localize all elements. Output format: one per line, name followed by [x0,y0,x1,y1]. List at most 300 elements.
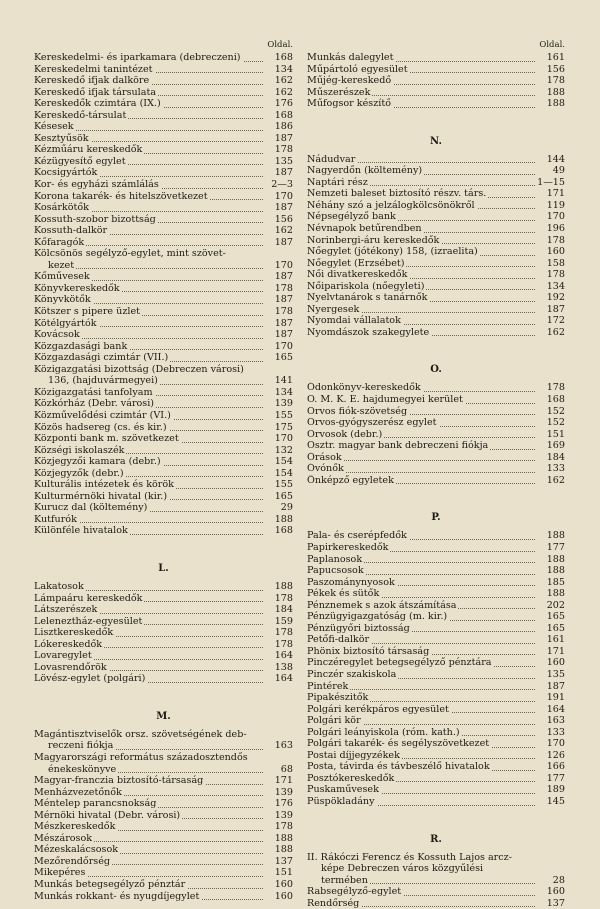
index-entry [34,752,293,775]
page-number: 164 [546,703,565,715]
left-index-column [34,38,293,902]
entry-title: Nyelvtanárok s tanárnők [307,292,428,304]
index-entry [34,433,293,445]
page-number: 187 [274,294,293,306]
section-gap [307,486,565,506]
index-entry [34,306,293,318]
entry-title: Posztókereskedők [307,772,395,784]
page-number: 187 [546,303,565,315]
entry-title: Nyomdászok szakegylete [307,326,430,338]
page-number: 188 [546,530,565,542]
entry-title: Polgári takarék- és segélyszövetkezet [307,738,490,750]
index-entry [307,738,565,750]
entry-title: O. M. K. E. hajdumegyei kerület [307,394,463,406]
page-number: 178 [546,75,565,87]
index-entry [307,565,565,577]
page-number: 188 [274,580,293,592]
entry-title: Műszerészek [307,86,371,98]
page-number: 137 [546,897,565,909]
page-number: 168 [274,525,293,537]
page-number: 160 [274,890,293,902]
entry-title: Kulturális intézetek és körök [34,479,174,491]
entry-title: Munkás rokkant- és nyugdíjegylet [34,890,200,902]
page-number: 135 [546,668,565,680]
entry-title: Kutfurók [34,513,77,525]
index-entry [34,479,293,491]
page-number: 154 [274,456,293,468]
section-gap [307,110,565,130]
page-number: 119 [546,199,565,211]
index-entry [307,715,565,727]
entry-title: Kossuth-szobor bizottság [34,213,156,225]
page-number: 168 [546,394,565,406]
entry-title: Önképző egyletek [307,474,394,486]
entry-title: Kereskedelmi- és iparkamara (debreczeni) [34,52,241,63]
section-letter-heading: R. [430,833,442,845]
entry-title: Késesek [34,121,74,133]
index-entry [307,452,565,464]
page-number: 178 [546,269,565,281]
entry-title: Óvónők [307,463,344,475]
index-entry [307,852,565,887]
entry-title: Lámpaáru kereskedők [34,592,143,604]
index-entry [34,237,293,249]
index-entry [34,525,293,537]
entry-title: Paszománynyosok [307,576,395,588]
entry-title: Névnapok betűrendben [307,223,422,235]
page-number: 187 [274,329,293,341]
entry-title: Községi iskolaszék [34,444,125,456]
entry-title-line: reczeni fiókja [34,740,115,751]
index-entry [307,258,565,270]
page-number: 160 [546,886,565,898]
entry-title: Orvosok (debr.) [307,428,383,440]
entry-title: Osztr. magyar bank debreczeni fiókja [307,440,489,452]
entry-title: Orvos fiók-szövetség [307,405,408,417]
entry-title-line: Kölcsönös segélyző-egylet, mint szövet- [34,248,226,260]
entry-title: Kereskedelmi tanintézet [34,63,153,75]
entry-title: Közgazdasági czimtár (VII.) [34,352,169,364]
index-entry [34,627,293,639]
index-entry [307,223,565,235]
entry-title: Pénzügyigazgatóság (m. kir.) [307,611,448,623]
index-entry [34,491,293,503]
index-entry [34,650,293,662]
page-number: 172 [546,315,565,327]
index-entry [34,214,293,226]
page-number: 171 [546,645,565,657]
entry-title: Pénznemek s azok átszámítása [307,599,457,611]
page-number: 186 [274,121,293,133]
page-number: 164 [274,650,293,662]
page-number: 49 [552,165,565,177]
page-number: 170 [274,190,293,202]
page-number: 177 [546,772,565,784]
page-number: 28 [552,874,565,886]
entry-title: Mészkereskedők [34,821,116,833]
index-entry [307,440,565,452]
page-number: 162 [546,326,565,338]
page-number: 2—3 [271,179,293,191]
entry-title-line: Magyarországi református századosztendős [34,751,248,763]
page-number: 170 [274,340,293,352]
index-entry [307,154,565,166]
index-entry [307,554,565,566]
page-number: 165 [546,611,565,623]
page-number: 1—15 [537,176,565,188]
section-letter-heading: N. [430,135,442,147]
page-number: 191 [546,692,565,704]
page-number: 151 [546,428,565,440]
page-number: 188 [546,98,565,110]
index-entry [34,329,293,341]
page-number: 178 [274,282,293,294]
entry-title: Mészárosok [34,832,93,844]
page-column-label-right: Oldal. [539,40,565,50]
section-letter-heading: P. [431,512,441,524]
page-number: 137 [274,855,293,867]
index-entry [34,662,293,674]
entry-title: Norinbergi-áru kereskedők [307,234,440,246]
index-entry [34,879,293,891]
page-number: 68 [280,763,293,775]
entry-title-line: Közigazgatási bizottság (Debreczen városi) [34,363,244,375]
entry-title: Puskaművesek [307,784,379,796]
index-entry [34,891,293,903]
page-number: 188 [546,588,565,600]
index-entry [307,796,565,808]
index-entry [307,235,565,247]
index-entry [307,304,565,316]
index-entry [34,856,293,868]
page-number: 171 [274,775,293,787]
entry-title: Műfogsor készítő [307,98,391,110]
section-gap [307,808,565,828]
index-entry [34,616,293,628]
entry-title: Ódonkönyv-kereskedők [307,382,421,394]
page-number: 158 [546,257,565,269]
entry-title: Rabsegélyző-egylet [307,886,402,898]
index-entry [307,886,565,898]
index-entry [307,542,565,554]
entry-title: Posta, távirda és távbeszélő hivatalok [307,761,490,773]
page-number: 176 [274,798,293,810]
entry-title: Lisztkereskedők [34,627,114,639]
index-entry [307,382,565,394]
entry-title: Lókereskedők [34,638,103,650]
page-number: 188 [274,832,293,844]
page-number: 134 [546,280,565,292]
entry-title: Közjegyzők (debr.) [34,467,124,479]
index-entry [34,639,293,651]
entry-title: Mézeskalácsosok [34,844,119,856]
index-entry [34,821,293,833]
index-entry [307,704,565,716]
entry-title: Kocsigyártók [34,167,98,179]
entry-title: Pinczéregylet betegsegélyző pénztára [307,657,492,669]
index-entry [34,810,293,822]
section-letter-heading: L. [158,562,169,574]
page-number: 156 [546,63,565,75]
page-number: 178 [546,382,565,394]
index-entry [34,133,293,145]
page-number: 178 [274,627,293,639]
entry-title: Kőfaragók [34,236,85,248]
index-entry [34,167,293,179]
page-number: 141 [274,375,293,387]
entry-title: Pénzügyőri biztosság [307,622,410,634]
page-number: 139 [274,398,293,410]
entry-title: Lövész-egylet (polgári) [34,673,146,685]
index-entry [307,692,565,704]
page-number: 171 [546,188,565,200]
entry-title: Kosárkötők [34,202,89,214]
page-number: 175 [274,421,293,433]
entry-title: Petőfi-dalkör [307,634,370,646]
page-column-label-left: Oldal. [267,40,293,50]
entry-title: Lakatosok [34,580,84,592]
page-number: 161 [546,52,565,63]
index-entry [34,456,293,468]
page-number: 162 [546,474,565,486]
page-number: 159 [274,615,293,627]
index-entry [307,75,565,87]
entry-title: Munkás dalegylet [307,52,394,63]
index-entry [34,110,293,122]
index-entry [307,600,565,612]
entry-title: Műjég-kereskedő [307,75,392,87]
index-entry [34,294,293,306]
page-number: 189 [546,784,565,796]
entry-title: Korona takarék- és hitelszövetkezet [34,190,208,202]
index-entry [307,52,565,64]
page-number: 166 [546,761,565,773]
entry-title: Órások [307,451,342,463]
entry-title: Műpártoló egyesület [307,63,408,75]
page-number: 178 [274,306,293,318]
entry-title: Női divatkereskedők [307,269,408,281]
section-letter-heading: M. [156,710,171,722]
entry-title: Látszerészek [34,604,98,616]
entry-title: Pipakészitők [307,692,369,704]
index-entry [307,761,565,773]
index-entry [307,417,565,429]
index-entry [34,98,293,110]
entry-title: Polgári kör [307,715,361,727]
index-entry [307,165,565,177]
entry-title: Közművelődési czimtár (VI.) [34,409,171,421]
page-number: 152 [546,405,565,417]
page-number: 165 [274,490,293,502]
entry-title: Nemzeti baleset biztosító részv. társ. [307,188,487,200]
index-entry [307,588,565,600]
index-entry [34,604,293,616]
index-entry [34,410,293,422]
page-number: 165 [274,352,293,364]
page-number: 170 [274,259,293,271]
index-entry [34,179,293,191]
index-entry [34,283,293,295]
entry-title: Lovaregylet [34,650,92,662]
page-number: 155 [274,409,293,421]
entry-title: Központi bank m. szövetkezet [34,433,179,445]
section-gap [307,338,565,358]
page-number: 187 [274,317,293,329]
page-number: 188 [274,513,293,525]
page-number: 188 [546,565,565,577]
entry-title-line: termében [307,875,370,886]
right-index-column [307,38,565,909]
right-index-list [307,52,565,909]
page-number: 156 [274,213,293,225]
page-number: 164 [274,673,293,685]
index-entry [34,775,293,787]
index-entry [34,341,293,353]
page-number: 185 [546,576,565,588]
page-number: 152 [546,417,565,429]
entry-title: Kesztyűsök [34,132,89,144]
page-number: 187 [274,236,293,248]
index-entry [34,156,293,168]
page-number: 135 [274,155,293,167]
section-gap [34,685,293,705]
entry-title: Paplanosok [307,553,363,565]
page-number: 139 [274,786,293,798]
entry-title: Különféle hivatalok [34,525,128,537]
page-number: 144 [546,153,565,165]
page-number: 170 [546,738,565,750]
index-entry [34,144,293,156]
entry-title-line: képe Debreczen város közgyűlési [321,863,484,875]
entry-title: Kőművesek [34,271,90,283]
page-number: 132 [274,444,293,456]
index-entry [34,729,293,752]
page-number: 187 [274,271,293,283]
entry-title: Nyergesek [307,303,360,315]
index-entry [307,87,565,99]
entry-title: Mérnöki hivatal (Debr. városi) [34,809,181,821]
entry-title: Magyar-franczia biztosító-társaság [34,775,204,787]
index-entry [307,98,565,110]
page-number: 139 [274,809,293,821]
section-letter-heading: O. [430,364,442,376]
entry-title: Kereskedő ifjak dalköre [34,75,150,87]
index-entry [34,422,293,434]
entry-title: Közkórház (Debr. városi) [34,398,155,410]
entry-title: Kereskedők czimtára (IX.) [34,98,161,110]
index-entry [307,657,565,669]
index-entry [34,87,293,99]
entry-title: Mezőrendőrség [34,855,111,867]
entry-title: Munkás betegsegélyző pénztár [34,879,186,890]
index-entry [34,867,293,879]
entry-title: Rendőrség [307,897,360,909]
page-number: 133 [546,463,565,475]
page-number: 134 [274,63,293,75]
page-number: 178 [274,638,293,650]
page-number: 161 [546,634,565,646]
index-entry [34,64,293,76]
entry-title: Nőegylet (Erzsébet) [307,257,405,269]
entry-title: Nőegylet (jótékony) 158, (izraelita) [307,246,478,258]
page-number: 154 [274,467,293,479]
index-entry [34,673,293,685]
page-number: 160 [546,246,565,258]
index-entry [307,634,565,646]
index-entry [307,611,565,623]
page-number: 192 [546,292,565,304]
index-entry [307,463,565,475]
index-entry [34,502,293,514]
index-entry [307,784,565,796]
page-number: 160 [274,879,293,890]
entry-title: Pala- és cserépfedők [307,530,407,542]
page-number: 187 [274,167,293,179]
section-gap [34,537,293,557]
entry-title: Naptári rész [307,176,368,188]
entry-title: Kurucz dal (költemény) [34,502,148,514]
index-entry [307,281,565,293]
index-entry [307,327,565,339]
page-number: 168 [274,109,293,121]
entry-title: Pintérek [307,680,349,692]
index-entry [34,593,293,605]
page-number: 202 [546,599,565,611]
index-entry [34,225,293,237]
index-entry [34,398,293,410]
entry-title: Lovasrendőrök [34,661,107,673]
entry-title-line: kezet [34,260,76,271]
index-entry [307,429,565,441]
entry-title: Mikepéres [34,867,86,879]
index-entry [34,833,293,845]
page-number: 178 [546,234,565,246]
index-entry [307,394,565,406]
entry-title: Könyvkötők [34,294,91,306]
index-entry [307,750,565,762]
index-entry [307,646,565,658]
entry-title: Leleneztház-egyesület [34,615,143,627]
index-entry [34,121,293,133]
entry-title: Pinczér szakiskola [307,668,397,680]
page-number: 196 [546,223,565,235]
index-entry [307,246,565,258]
page-number: 163 [546,715,565,727]
index-entry [34,352,293,364]
entry-title: Kereskedő-társulat [34,109,127,121]
entry-title: Kézműáru kereskedők [34,144,143,156]
index-entry [307,211,565,223]
entry-title: Nádudvar [307,153,356,165]
page-number: 170 [274,433,293,445]
entry-title: Pékek és sütők [307,588,380,600]
entry-title: Kor- és egyházi számlálás [34,179,159,191]
page-number: 178 [274,821,293,833]
index-entry [34,191,293,203]
page-number: 178 [274,144,293,156]
entry-title: Menházvezetőnők [34,786,122,798]
index-entry [34,844,293,856]
index-entry [307,727,565,739]
index-entry [34,248,293,271]
index-entry [34,271,293,283]
page-number: 169 [546,440,565,452]
index-entry [34,468,293,480]
page-number: 160 [546,657,565,669]
page-number: 177 [546,541,565,553]
index-entry [34,75,293,87]
entry-title-line: Magántisztviselők orsz. szövetségének deb- [34,728,247,740]
